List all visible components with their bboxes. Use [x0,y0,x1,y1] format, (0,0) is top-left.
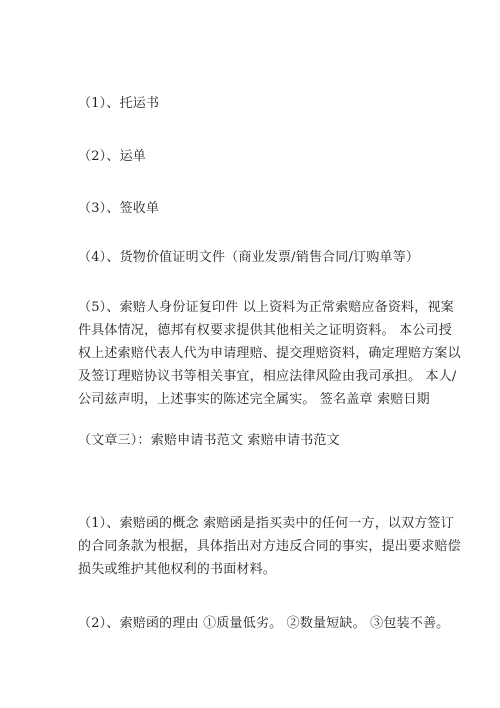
item-waybill: （2）、运单 [78,149,146,164]
paragraph-line: （5）、索赔人身份证复印件 以上资料为正常索赔应备资料，视案 [78,300,454,315]
section-heading: （文章三）：索赔申请书范文 索赔申请书范文 [78,433,340,448]
paragraph-line: 权上述索赔代表人代为申请理赔、提交理赔资料，确定理赔方案以 [78,346,461,361]
item-id-copy-paragraph [78,296,461,411]
item-receipt: （3）、签收单 [78,201,160,216]
paragraph-line: 及签订理赔协议书等相关事宜，相应法律风险由我司承担。 本人/ [78,369,457,384]
item-consignment-note: （1）、托运书 [78,96,160,111]
paragraph-line: 公司兹声明，上述事实的陈述完全属实。 签名盖章 索赔日期 [78,392,430,407]
paragraph-line: 的合同条款为根据，具体指出对方违反合同的事实，提出要求赔偿 [78,539,461,554]
claim-letter-reasons: （2）、索赔函的理由 ①质量低劣。 ②数量短缺。 ③包装不善。 [78,616,450,631]
paragraph-line: 损失或维护其他权利的书面材料。 [78,562,277,577]
paragraph-line: 件具体情况，德邦有权要求提供其他相关之证明资料。 本公司授 [78,323,452,338]
paragraph-line: （1）、索赔函的概念 索赔函是指买卖中的任何一方，以双方签订 [78,516,454,531]
claim-letter-concept-paragraph [78,512,461,581]
item-value-proof: （4）、货物价值证明文件（商业发票/销售合同/订购单等） [78,250,420,265]
